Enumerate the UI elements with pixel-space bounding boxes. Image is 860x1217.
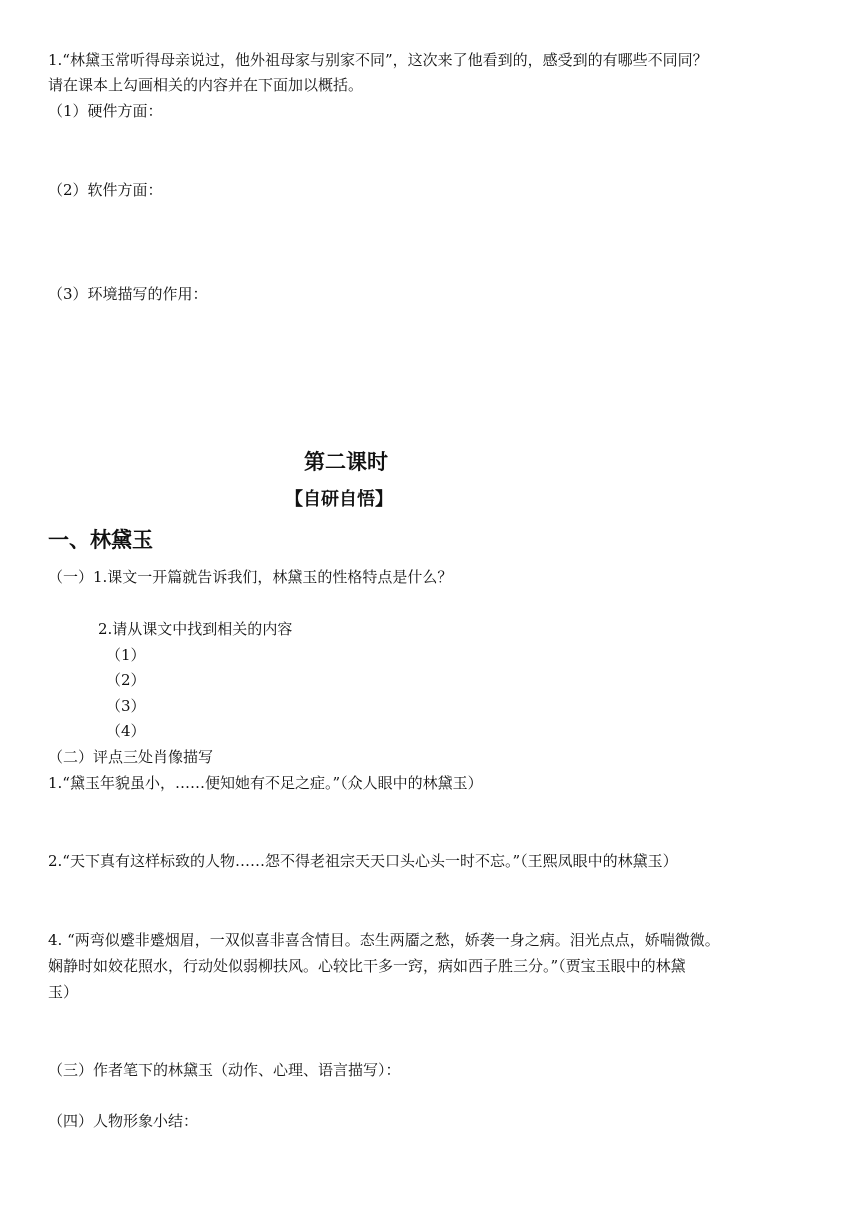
part-2-heading: （二）评点三处肖像描写 [48, 748, 214, 766]
part-1-question-2: 2.请从课文中找到相关的内容 [98, 620, 293, 638]
question-1-sub-software: （2）软件方面： [48, 181, 163, 199]
part-1-question-1: （一）1.课文一开篇就告诉我们，林黛玉的性格特点是什么？ [48, 568, 453, 586]
part-1-item-1: （1） [106, 646, 146, 664]
question-1-line-2: 请在课本上勾画相关的内容并在下面加以概括。 [48, 76, 364, 94]
question-1-line-1: 1.“林黛玉常听得母亲说过，他外祖母家与别家不同”，这次来了他看到的，感受到的有哪些不同同？ [48, 51, 708, 69]
part-1-item-2: （2） [106, 671, 146, 689]
question-1-sub-hardware: （1）硬件方面： [48, 102, 163, 120]
part-2-item-4-line-1: 4. “两弯似蹙非蹙烟眉，一双似喜非喜含情目。态生两靥之愁，娇袭一身之病。泪光点点，娇喘微微。 [48, 931, 720, 949]
part-2-item-1: 1.“黛玉年貌虽小，……便知她有不足之症。”（众人眼中的林黛玉） [48, 774, 483, 792]
lesson-title: 第二课时 [304, 450, 388, 474]
part-4-heading: （四）人物形象小结： [48, 1112, 199, 1130]
question-1-sub-environment: （3）环境描写的作用： [48, 285, 208, 303]
part-1-item-3: （3） [106, 697, 146, 715]
part-3-heading: （三）作者笔下的林黛玉（动作、心理、语言描写）： [48, 1061, 401, 1079]
part-1-item-4: （4） [106, 722, 146, 740]
part-2-item-4-line-3: 玉） [48, 983, 79, 1001]
part-2-item-2: 2.“天下真有这样标致的人物……怨不得老祖宗天天口头心头一时不忘。”（王熙凤眼中的林黛玉） [48, 852, 678, 870]
part-2-item-4-line-2: 娴静时如姣花照水，行动处似弱柳扶风。心较比干多一窍，病如西子胜三分。”（贾宝玉眼中的林黛 [48, 957, 686, 975]
lesson-subtitle: 【自研自悟】 [285, 489, 393, 510]
section-heading-lin-daiyu: 一、林黛玉 [48, 528, 153, 552]
